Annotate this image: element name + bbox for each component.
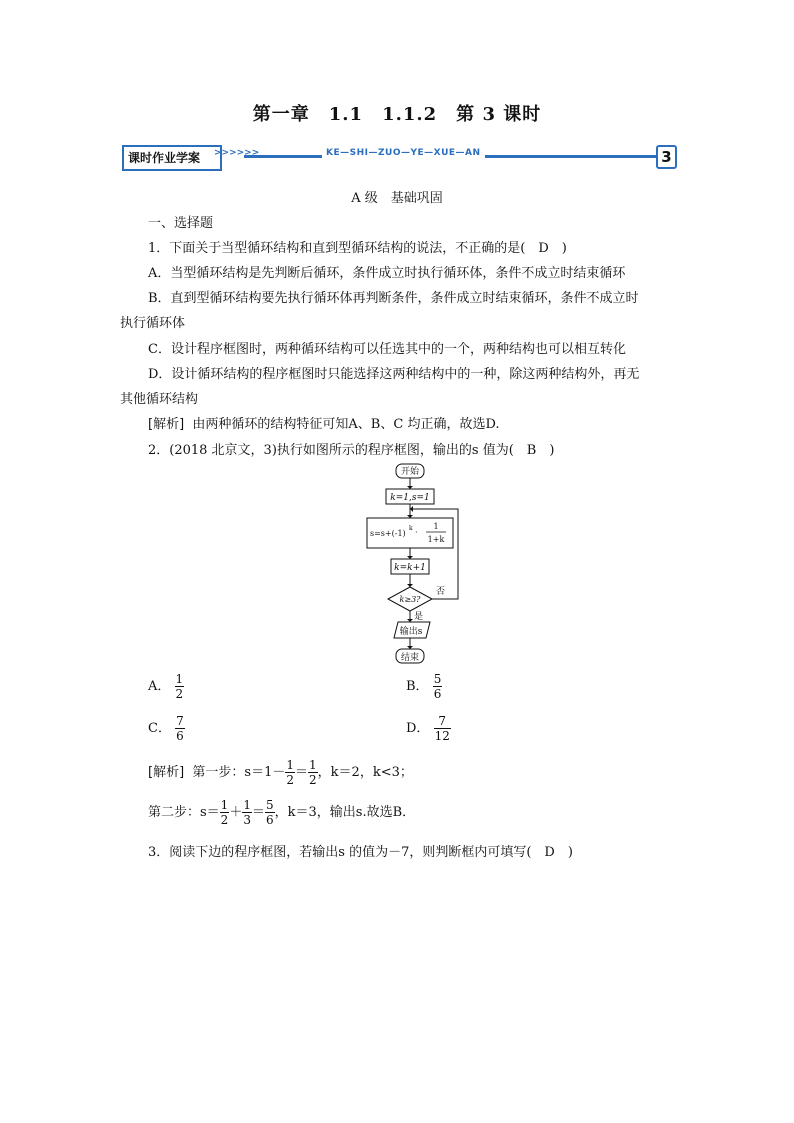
frac-num: 5 — [433, 672, 442, 686]
q2-option-a — [148, 672, 184, 701]
frac-num: 7 — [176, 714, 184, 728]
q2-analysis-step2 — [148, 798, 415, 827]
option-label: C． — [148, 721, 171, 736]
frac-num: 1 — [220, 798, 229, 812]
option-label: A． — [148, 679, 171, 694]
q2-analysis-step1 — [148, 758, 413, 787]
banner-label: 课时作业学案 — [122, 145, 222, 171]
frac-num: 5 — [265, 798, 274, 812]
frac-den: 12 — [434, 729, 450, 743]
q2-option-b — [406, 672, 442, 701]
frac-den: 6 — [265, 813, 274, 827]
option-label: D． — [406, 721, 430, 736]
analysis-text: 由两种循环的结构特征可知A、B、C 均正确，故选D. — [192, 417, 500, 432]
fc-no: 否 — [436, 587, 446, 597]
frac-den: 6 — [176, 729, 184, 743]
q1-option-d-cont: 其他循环结构 — [120, 392, 199, 407]
section-heading: 一、选择题 — [148, 216, 214, 231]
option-label: B． — [406, 679, 429, 694]
frac-num: 1 — [286, 758, 295, 772]
equals: ＝ — [295, 765, 309, 780]
frac-den: 2 — [309, 773, 317, 787]
fc-init: k=1,s=1 — [390, 493, 430, 503]
q2-stem: 2．(2018 北京文，3)执行如图所示的程序框图，输出的s 值为( B ) — [148, 443, 555, 458]
plus: ＋ — [229, 805, 243, 820]
frac-num: 1 — [175, 672, 184, 686]
step1-tail: ，k＝2，k<3； — [317, 765, 413, 780]
fc-output: 输出s — [399, 627, 423, 637]
fc-frac-den: 1+k — [427, 535, 445, 544]
fc-update-exp: k — [409, 525, 413, 532]
q1-option-c: C．设计程序框图时，两种循环结构可以任选其中的一个，两种结构也可以相互转化 — [148, 342, 626, 357]
q1-option-b-cont: 执行循环体 — [120, 316, 186, 331]
banner-pinyin: KE—SHI—ZUO—YE—XUE—AN — [322, 148, 485, 158]
fc-cond: k≥3? — [399, 595, 421, 604]
analysis-tag: [解析] — [148, 417, 185, 432]
q1-option-a: A．当型循环结构是先判断后循环，条件成立时执行循环体，条件不成立时结束循环 — [148, 266, 626, 281]
frac-num: 1 — [243, 798, 251, 812]
q1-option-b: B．直到型循环结构要先执行循环体再判断条件，条件成立时结束循环，条件不成立时 — [148, 291, 639, 306]
fc-dot: · — [415, 528, 418, 537]
frac-num: 1 — [309, 758, 317, 772]
step2-text: 第二步：s＝ — [148, 805, 220, 820]
q3-stem: 3．阅读下边的程序框图，若输出s 的值为－7，则判断框内可填写( D ) — [148, 845, 573, 860]
q2-option-d — [406, 714, 451, 743]
page-title: 第一章 1.1 1.1.2 第 3 课时 — [252, 104, 542, 125]
q1-analysis — [148, 413, 500, 432]
step2-tail: ，k＝3，输出s.故选B． — [274, 805, 416, 820]
analysis-tag: [解析] — [148, 765, 185, 780]
fc-start: 开始 — [400, 467, 420, 477]
frac-den: 6 — [433, 687, 442, 701]
frac-num: 7 — [434, 714, 451, 729]
fc-inc: k=k+1 — [394, 563, 426, 573]
q1-stem: 1．下面关于当型循环结构和直到型循环结构的说法，不正确的是( D ) — [148, 241, 567, 256]
q1-option-d: D．设计循环结构的程序框图时只能选择这两种结构中的一种，除这两种结构外，再无 — [148, 367, 640, 382]
fc-end: 结束 — [400, 653, 420, 663]
banner-arrows: >>>>>> — [214, 148, 260, 158]
fc-frac-num: 1 — [433, 522, 439, 531]
step1-text: 第一步：s＝1－ — [192, 765, 286, 780]
header-banner — [122, 145, 680, 171]
fc-update-s: s=s+(-1) — [370, 529, 406, 538]
frac-den: 2 — [220, 813, 229, 827]
q2-option-c — [148, 714, 185, 743]
banner-number: 3 — [656, 145, 677, 169]
frac-den: 2 — [175, 687, 184, 701]
fc-yes: 是 — [414, 612, 424, 622]
level-heading: A 级 基础巩固 — [351, 191, 443, 206]
flowchart — [360, 462, 470, 670]
frac-den: 3 — [243, 813, 251, 827]
frac-den: 2 — [286, 773, 295, 787]
equals: ＝ — [251, 805, 265, 820]
